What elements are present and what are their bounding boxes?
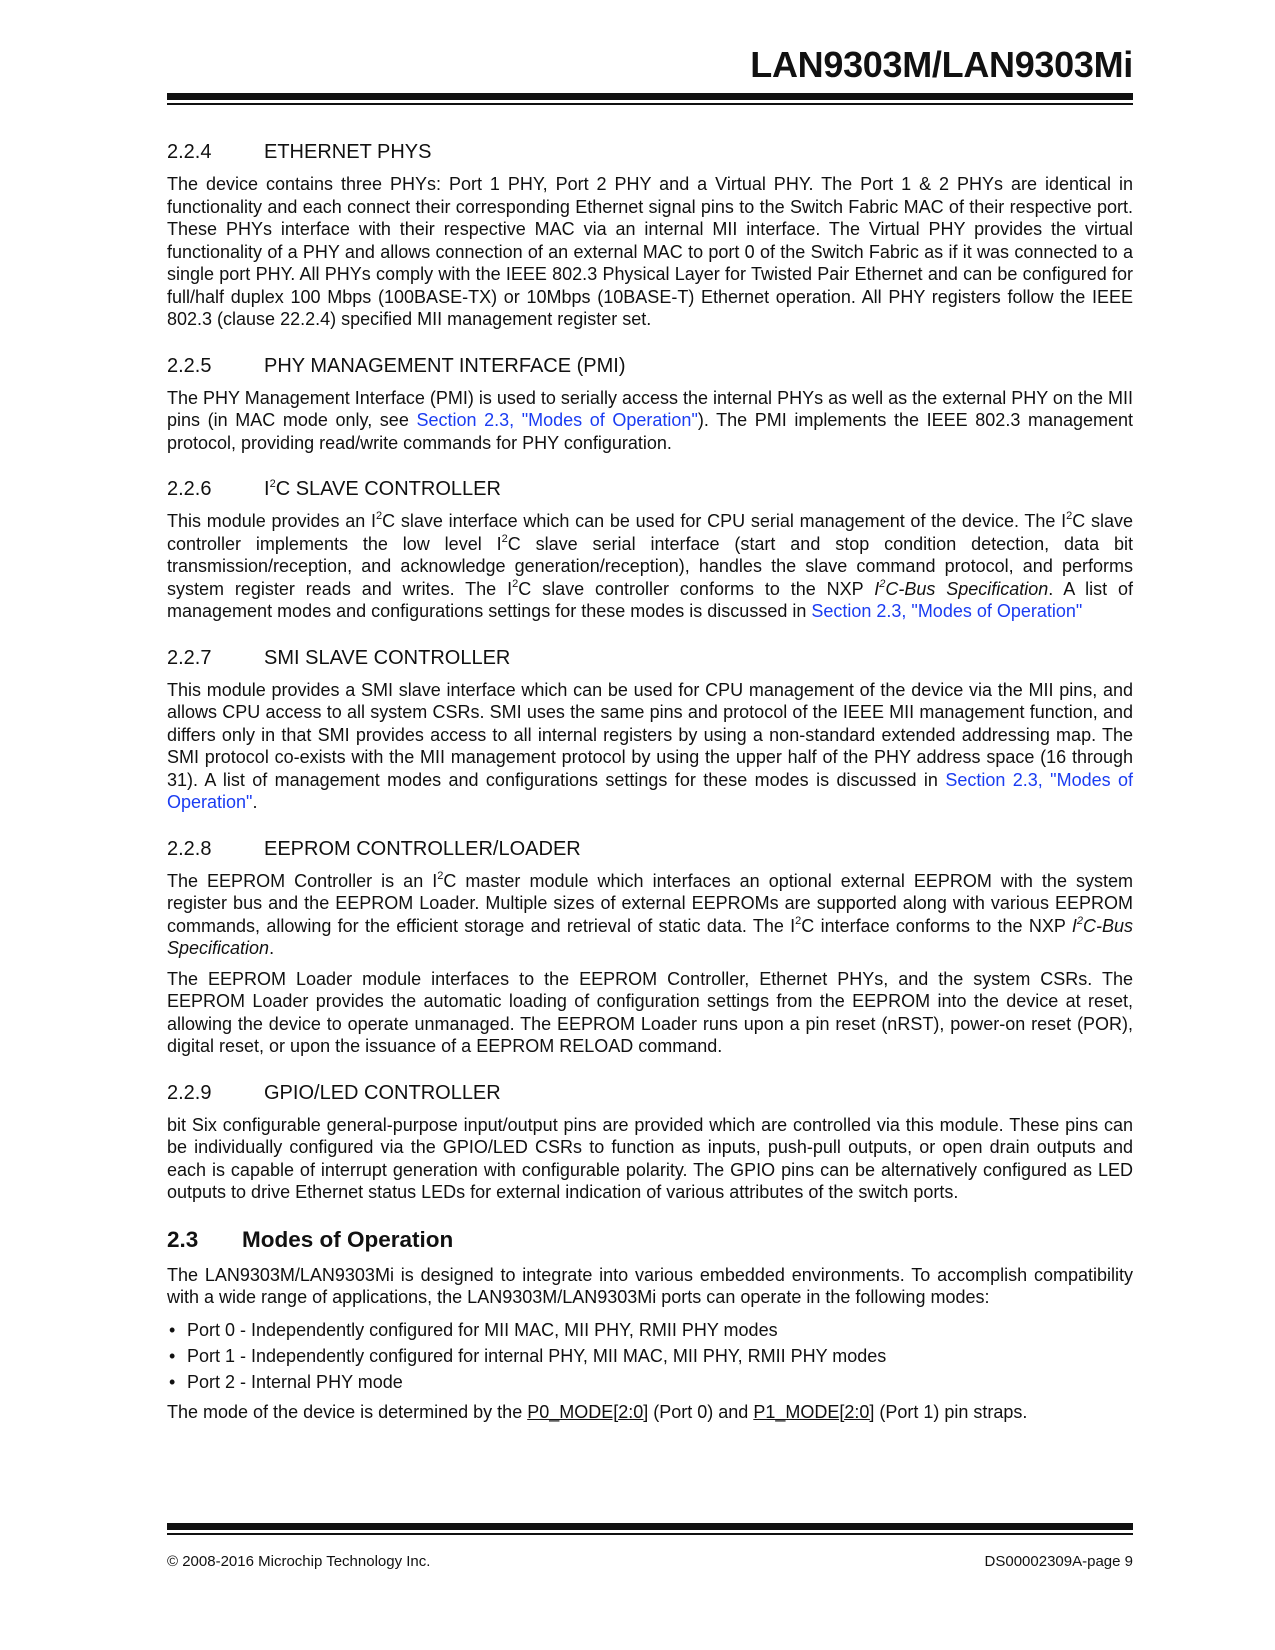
section-2-3 <box>167 1226 1133 1424</box>
paragraph: bit Six configurable general-purpose input/output pins are provided which are controlled via this module. These pins can be individually configured via the GPIO/LED CSRs to function as inputs, push-pull outputs, or open drain outputs and each is capable of interrupt generation with configurable polarity. The GPIO pins can be alternatively configured as LED outputs to drive Ethernet status LEDs for external indication of various attributes of the switch ports. <box>167 1114 1133 1202</box>
superscript: 2 <box>1076 914 1083 927</box>
text-run: The PHY Management Interface (PMI) is used to serially access the internal PHYs as well as the external PHY on the MII pins (in MAC mode only, see <box>167 387 1133 430</box>
section-heading <box>167 139 1133 165</box>
section-2-2-9 <box>167 1080 1133 1204</box>
section-number: 2.2.4 <box>167 141 212 163</box>
section-number: 2.2.5 <box>167 354 212 377</box>
section-number: 2.3 <box>167 1226 199 1252</box>
footer-copyright: © 2008-2016 Microchip Technology Inc. <box>167 1553 431 1570</box>
section-2-2-8 <box>167 836 1133 1058</box>
section-heading <box>167 1226 1133 1254</box>
p0-mode-link[interactable]: P0_MODE[2:0] <box>527 1401 649 1422</box>
text-run: (Port 0) and <box>648 1401 754 1422</box>
modes-of-operation-link[interactable]: Section 2.3, "Modes of Operation" <box>167 769 1134 812</box>
paragraph: The EEPROM Loader module interfaces to the EEPROM Controller, Ethernet PHYs, and the system CSRs. The EEPROM Loader provides the automatic loading of configuration settings from the EEPROM into the device at reset, allowing the device to operate unmanaged. The EEPROM Loader runs upon a pin reset (nRST), power-on reset (POR), digital reset, or upon the issuance of a EEPROM RELOAD command. <box>167 968 1133 1056</box>
text-run: (Port 1) pin straps. <box>874 1401 1028 1422</box>
text-run: C slave interface which can be used for CPU serial management of the device. The I <box>382 511 1067 531</box>
section-title: SMI SLAVE CONTROLLER <box>264 646 511 669</box>
content <box>167 139 1133 1431</box>
paragraph <box>167 870 1133 960</box>
modes-of-operation-link[interactable]: Section 2.3, "Modes of Operation" <box>811 601 1083 621</box>
superscript: 2 <box>512 577 519 590</box>
superscript: 2 <box>501 532 508 545</box>
section-number: 2.2.7 <box>167 646 212 669</box>
list-item: • Port 0 - Independently configured for MII MAC, MII PHY, RMII PHY modes <box>167 1317 1133 1343</box>
text-run: C SLAVE CONTROLLER <box>275 478 501 500</box>
text-run: C slave serial interface (start and stop condition detection, data bit transmission/reception, and acknowledge generation/reception), handles the slave command protocol, and performs system register reads and writes. The I <box>167 533 1133 599</box>
text-run: This module provides an I <box>167 511 377 531</box>
section-2-2-7 <box>167 645 1133 814</box>
paragraph <box>167 679 1133 814</box>
header-rule-thick <box>167 93 1133 100</box>
paragraph: The device contains three PHYs: Port 1 PHY, Port 2 PHY and a Virtual PHY. The Port 1 & 2 PHYs are identical in functionality and each connect their corresponding Ethernet signal pins to the Switch Fabric MAC of their respective port. These PHYs interface with their respective MAC via an internal MII interface. The Virtual PHY provides the virtual functionality of a PHY and allows connection of an external MAC to port 0 of the Switch Fabric as if it was connected to a single port PHY. All PHYs comply with the IEEE 802.3 Physical Layer for Twisted Pair Ethernet and can be configured for full/half duplex 100 Mbps (100BASE-TX) or 10Mbps (10BASE-T) Ethernet operation. All PHY registers follow the IEEE 802.3 (clause 22.2.4) specified MII management register set. <box>167 174 1133 329</box>
text-run: C master module which interfaces an optional external EEPROM with the system register bus and the EEPROM Loader. Multiple sizes of external EEPROMs are supported along with various EEPROM commands, allowing for the efficient storage and retrieval of static data. The I <box>167 870 1133 936</box>
text-run: C slave controller conforms to the NXP <box>518 578 875 599</box>
section-title: GPIO/LED CONTROLLER <box>264 1081 501 1104</box>
section-2-2-4 <box>167 139 1133 331</box>
superscript: 2 <box>437 869 444 882</box>
paragraph <box>167 387 1133 455</box>
text-run: C-Bus Specification <box>167 915 1133 958</box>
italic-spec-name <box>874 579 1048 599</box>
superscript: 2 <box>376 510 383 522</box>
superscript: 2 <box>879 577 886 590</box>
section-heading <box>167 836 1133 862</box>
section-heading <box>167 1080 1133 1106</box>
paragraph <box>167 1401 1133 1424</box>
text-run: C interface conforms to the NXP <box>801 915 1072 936</box>
text-run: The mode of the device is determined by the <box>167 1401 528 1422</box>
footer-rule-thin <box>167 1533 1133 1535</box>
list-item: • Port 1 - Independently configured for internal PHY, MII MAC, MII PHY, RMII PHY modes <box>167 1343 1133 1369</box>
text-run: I <box>874 578 880 599</box>
modes-of-operation-link[interactable]: Section 2.3, "Modes of Operation" <box>416 410 698 430</box>
superscript: 2 <box>795 914 802 927</box>
text-run: I <box>264 478 270 500</box>
section-heading <box>167 353 1133 379</box>
section-heading <box>167 476 1133 502</box>
modes-list <box>167 1317 1133 1395</box>
section-2-2-6 <box>167 476 1133 623</box>
section-2-2-5 <box>167 353 1133 455</box>
text-run: ). The PMI implements the IEEE 802.3 management protocol, providing read/write commands for PHY configuration. <box>167 410 1134 453</box>
text-run: I <box>1071 915 1077 936</box>
section-title: EEPROM CONTROLLER/LOADER <box>264 837 581 860</box>
text-run: C slave controller implements the low level I <box>167 511 1134 554</box>
text-run: . A list of management modes and configurations settings for these modes is discussed in <box>167 578 1133 621</box>
paragraph: The LAN9303M/LAN9303Mi is designed to integrate into various embedded environments. To accomplish compatibility with a wide range of applications, the LAN9303M/LAN9303Mi ports can operate in the following modes: <box>167 1264 1133 1307</box>
text-run: C-Bus Specification <box>885 578 1049 599</box>
footer-page-number: DS00002309A-page 9 <box>984 1553 1133 1570</box>
p1-mode-link[interactable]: P1_MODE[2:0] <box>753 1401 875 1422</box>
text-run: . <box>269 938 275 958</box>
section-title: PHY MANAGEMENT INTERFACE (PMI) <box>264 354 626 377</box>
section-title: ETHERNET PHYS <box>264 141 432 163</box>
superscript: 2 <box>1066 510 1073 522</box>
section-heading <box>167 645 1133 671</box>
section-number: 2.2.6 <box>167 478 212 500</box>
header-rule-thin <box>167 103 1133 105</box>
paragraph <box>167 510 1133 623</box>
section-title: Modes of Operation <box>242 1226 454 1252</box>
section-number: 2.2.8 <box>167 837 212 860</box>
footer-rule-thick <box>167 1523 1133 1530</box>
text-run: This module provides a SMI slave interface which can be used for CPU management of the device via the MII pins, and allows CPU access to all system CSRs. SMI uses the same pins and protocol of the IEEE MII management function, and differs only in that SMI provides access to all internal registers by using a non-standard extended addressing map. The SMI protocol co-exists with the MII management protocol by using the upper half of the PHY address space (16 through 31). A list of management modes and configurations settings for these modes is discussed in <box>167 679 1133 790</box>
text-run: The EEPROM Controller is an I <box>167 870 438 891</box>
section-title <box>264 476 501 502</box>
section-number: 2.2.9 <box>167 1081 212 1104</box>
list-item: • Port 2 - Internal PHY mode <box>167 1369 1133 1395</box>
document-title: LAN9303M/LAN9303Mi <box>750 44 1133 85</box>
text-run: . <box>252 792 258 812</box>
superscript: 2 <box>269 478 276 490</box>
